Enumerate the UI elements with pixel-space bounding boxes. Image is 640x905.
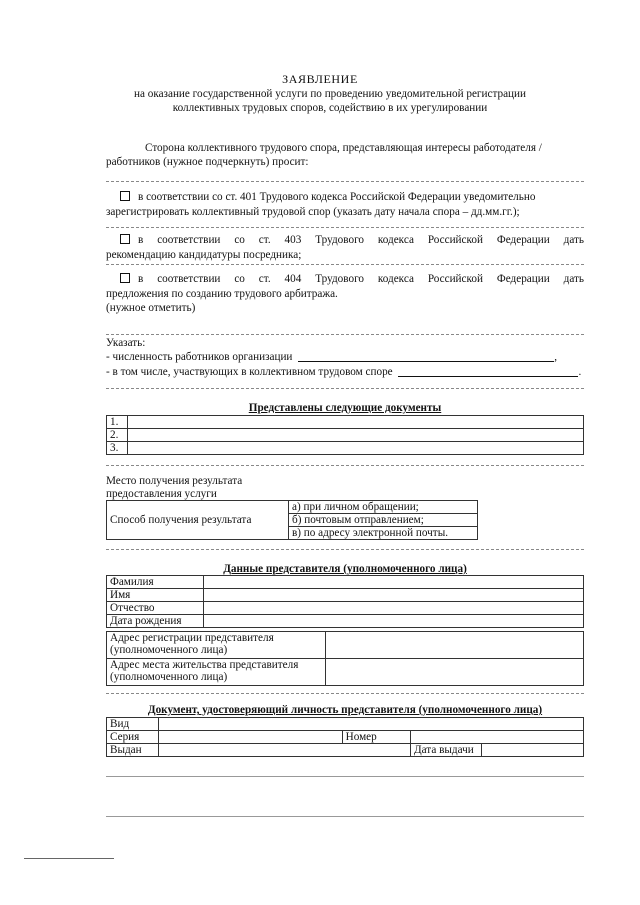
doc-series-field[interactable]: [159, 731, 343, 744]
checkbox-icon[interactable]: [120, 191, 130, 201]
documents-table: [106, 415, 584, 455]
documents-row-field[interactable]: [128, 442, 584, 455]
table-row: [107, 632, 584, 659]
table-row: [107, 615, 584, 628]
documents-row-number: 2.: [107, 429, 128, 442]
documents-heading: Представлены следующие документы: [248, 402, 442, 414]
documents-row-field[interactable]: [128, 429, 584, 442]
doc-type-label: Вид: [107, 718, 159, 731]
representative-field-label: Имя: [107, 589, 204, 602]
specify-heading: Указать:: [106, 337, 146, 349]
representative-field-label: Фамилия: [107, 576, 204, 589]
separator-line: [106, 181, 584, 182]
option-403-text1: в соответствии со ст. 403 Трудового кодекса Российской Федерации дать: [138, 234, 584, 246]
option-401-line1: [106, 190, 584, 205]
result-method-option[interactable]: в) по адресу электронной почты.: [289, 527, 478, 540]
option-401[interactable]: [106, 190, 584, 219]
blank-line[interactable]: [106, 816, 584, 817]
registration-address-field[interactable]: [326, 632, 584, 659]
result-method-label: Способ получения результата: [107, 501, 289, 540]
option-401-line2: зарегистрировать коллективный трудовой спор (указать дату начала спора – дд.мм.гг.);: [106, 205, 520, 218]
documents-row-number: 1.: [107, 416, 128, 429]
doc-series-label: Серия: [107, 731, 159, 744]
table-row: [107, 731, 584, 744]
specify-employees-label: - численность работников организации: [106, 351, 293, 363]
documents-row-field[interactable]: [128, 416, 584, 429]
registration-address-label: [107, 632, 326, 659]
identity-doc-table: [106, 717, 584, 757]
table-row: [107, 429, 584, 442]
doc-issued-by-field[interactable]: [159, 744, 411, 757]
table-row: [107, 602, 584, 615]
specify-employees: [106, 350, 557, 365]
option-403-line2: рекомендацию кандидатуры посредника;: [106, 248, 302, 261]
checkbox-icon[interactable]: [120, 273, 130, 283]
last-name-field[interactable]: [204, 576, 584, 589]
option-403[interactable]: [106, 233, 584, 262]
doc-issued-by-label: Выдан: [107, 744, 159, 757]
option-404[interactable]: [106, 272, 584, 316]
specify-participants: [106, 365, 581, 380]
separator-line: [106, 334, 584, 335]
option-403-line1: [106, 233, 584, 248]
residence-address-label-line1: Адрес места жительства представителя: [110, 659, 299, 671]
doc-number-label: Номер: [342, 731, 410, 744]
registration-address-label-line2: (уполномоченного лица): [110, 644, 228, 656]
specify-participants-end: .: [578, 366, 582, 378]
table-row: [107, 718, 584, 731]
doc-type-field[interactable]: [159, 718, 584, 731]
registration-address-label-line1: Адрес регистрации представителя: [110, 632, 274, 644]
intro-line1: Сторона коллективного трудового спора, представляющая интересы работодателя /: [145, 142, 542, 154]
doc-issue-date-label: Дата выдачи: [411, 744, 482, 757]
documents-row-number: 3.: [107, 442, 128, 455]
option-404-note: (нужное отметить): [106, 302, 196, 315]
birth-date-field[interactable]: [204, 615, 584, 628]
representative-field-label: Дата рождения: [107, 615, 204, 628]
option-404-line1: [106, 272, 584, 287]
specify-participants-label: - в том числе, участвующих в коллективном трудовом споре: [106, 366, 393, 378]
separator-line: [106, 465, 584, 466]
identity-doc-heading: Документ, удостоверяющий личность представителя (уполномоченного лица): [147, 704, 543, 716]
option-401-text1: в соответствии со ст. 401 Трудового кодекса Российской Федерации уведомительно: [138, 191, 536, 203]
residence-address-field[interactable]: [326, 659, 584, 686]
intro-line2: работников (нужное подчеркнуть) просит:: [106, 156, 309, 168]
specify-employees-end: ,: [554, 351, 558, 363]
checkbox-icon[interactable]: [120, 234, 130, 244]
doc-number-field[interactable]: [411, 731, 584, 744]
separator-line: [106, 227, 584, 228]
result-method-table: [106, 500, 478, 540]
blank-line[interactable]: [106, 776, 584, 777]
participants-count-field[interactable]: [398, 366, 578, 377]
residence-address-label-line2: (уполномоченного лица): [110, 671, 228, 683]
page-title: ЗАЯВЛЕНИЕ: [282, 72, 358, 86]
page-subtitle-line1: на оказание государственной услуги по проведению уведомительной регистрации: [133, 88, 527, 100]
representative-heading: Данные представителя (уполномоченного лица): [223, 563, 467, 575]
residence-address-label: [107, 659, 326, 686]
representative-table: [106, 575, 584, 628]
option-404-text1: в соответствии со ст. 404 Трудового кодекса Российской Федерации дать: [138, 273, 584, 285]
first-name-field[interactable]: [204, 589, 584, 602]
page-subtitle-line2: коллективных трудовых споров, содействию в их урегулировании: [172, 102, 488, 114]
table-row: [107, 589, 584, 602]
table-row: [107, 744, 584, 757]
table-row: [107, 659, 584, 686]
table-row: [107, 501, 478, 514]
separator-line: [106, 388, 584, 389]
representative-field-label: Отчество: [107, 602, 204, 615]
representative-address-table: [106, 631, 584, 686]
separator-line: [106, 693, 584, 694]
result-place-line1: Место получения результата: [106, 475, 243, 487]
result-method-option[interactable]: б) почтовым отправлением;: [289, 514, 478, 527]
table-row: [107, 416, 584, 429]
separator-line: [106, 549, 584, 550]
patronymic-field[interactable]: [204, 602, 584, 615]
employees-count-field[interactable]: [298, 351, 554, 362]
table-row: [107, 576, 584, 589]
table-row: [107, 442, 584, 455]
footnote-rule: [24, 858, 114, 859]
result-method-option[interactable]: а) при личном обращении;: [289, 501, 478, 514]
separator-line: [106, 264, 584, 265]
option-404-line2: предложения по созданию трудового арбитража.: [106, 287, 338, 300]
result-place-line2: предоставления услуги: [106, 488, 217, 500]
doc-issue-date-field[interactable]: [482, 744, 584, 757]
